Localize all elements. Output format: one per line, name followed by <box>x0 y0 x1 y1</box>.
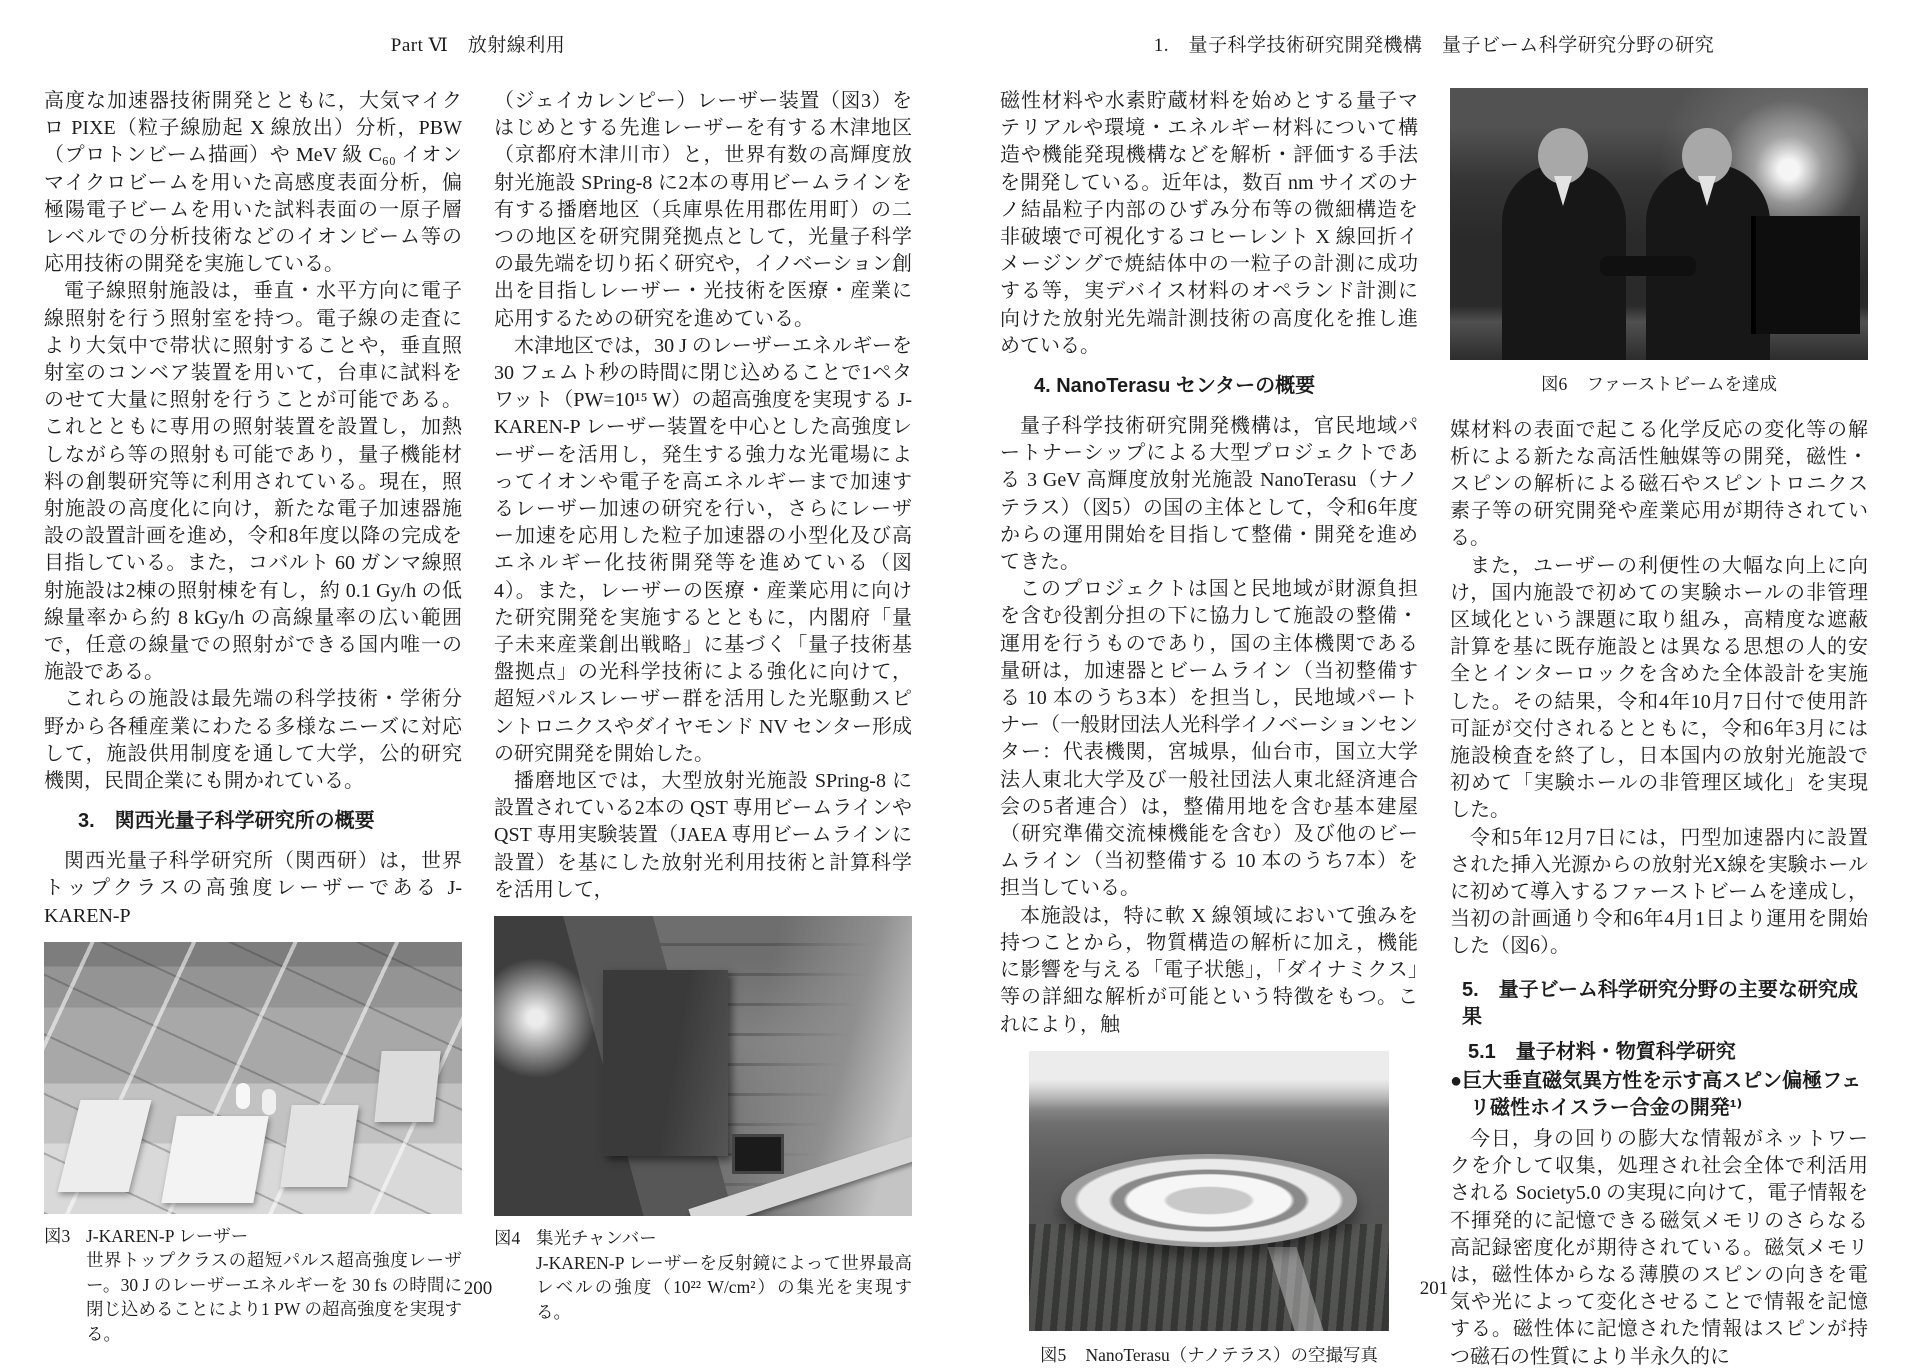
running-header-left: Part Ⅵ 放射線利用 <box>390 35 566 56</box>
topic-heading: ●巨大垂直磁気異方性を示す高スピン偏極フェリ磁性ホイスラー合金の開発¹⁾ <box>1450 1069 1862 1119</box>
figure-5 <box>1000 1051 1418 1368</box>
photo-detail <box>1600 256 1696 276</box>
section-heading-4: 4. NanoTerasu センターの概要 <box>1034 375 1316 398</box>
figure-5-label: 図5 <box>1039 1344 1067 1365</box>
photo-detail <box>58 1100 152 1192</box>
figure-6-photo <box>1450 88 1868 360</box>
figure-4-description: J-KAREN-P レーザーを反射鏡によって世界最高レベルの強度（10²² W/cm²）の集光を実現する。 <box>536 1252 912 1322</box>
page-number-right: 201 <box>1419 1278 1449 1299</box>
photo-detail <box>1682 128 1732 184</box>
paragraph: 高度な加速器技術開発とともに，大気マイクロ PIXE（粒子線励起 X 線放出）分析，PBW（プロトンビーム描画）や MeV 級 C₆₀ イオンマイクロビームを用いた高感度表面分析，偏極陽電子ビームを用いた試料表面の一原子層レベルでの分析技術などのイオンビーム等の応用技術の開発を実施している。 <box>44 90 462 276</box>
photo-detail <box>1538 128 1588 184</box>
photo-detail <box>1698 176 1716 206</box>
photo-detail <box>1554 176 1572 206</box>
photo-detail <box>375 1051 441 1122</box>
running-header-right: 1. 量子科学技術研究開発機構 量子ビーム科学研究分野の研究 <box>1153 35 1715 56</box>
paragraph: 電子線照射施設は，垂直・水平方向に電子線照射を行う照射室を持つ。電子線の走査により大気中で帯状に照射することや，垂直照射室のコンベア装置を用いて，台車に試料をのせて大量に照射を行うことが可能である。これとともに専用の照射装置を設置し，加熱しながら等の照射も可能であり，量子機能材料の創製研究等に利用されている。現在，照射施設の高度化に向け，新たな電子加速器施設の設置計画を進め，令和8年度以降の完成を目指している。また，コバルト 60 ガンマ線照射施設は2棟の照射棟を有し，約 0.1 Gy/h の低線量率から約 8 kGy/h の高線量率の広い範囲で，任意の線量での照射ができる国内唯一の施設である。 <box>44 280 462 684</box>
left-page-column-1 <box>44 88 462 1346</box>
figure-6-label: 図6 <box>1540 374 1568 394</box>
figure-5-caption <box>1000 1343 1418 1368</box>
figure-5-caption-text: NanoTerasu（ナノテラス）の空撮写真 <box>1085 1344 1379 1365</box>
photo-detail <box>732 1134 784 1174</box>
paragraph: 木津地区では，30 J のレーザーエネルギーを 30 フェムト秒の時間に閉じ込めることで1ペタワット（PW=10¹⁵ W）の超高強度を実現する J-KAREN-P レーザー装置を中心とした高強度レーザーを活用し，発生する強力な光電場によってイオンや電子を高エネルギーまで加速するレーザー加速の研究を行い，さらにレーザー加速を応用した粒子加速器の小型化及び高エネルギー化技術開発等を進めている（図4）。また，レーザーの医療・産業応用に向けた研究開発を実施するとともに，内閣府「量子未来産業創出戦略」に基づく「量子技術基盤拠点」の光科学技術による強化に向けて，超短パルスレーザー群を活用した光駆動スピントロニクスやダイヤモンド NV センター形成の研究開発を開始した。 <box>494 334 912 765</box>
paragraph: 播磨地区では，大型放射光施設 SPring-8 に設置されている2本の QST 専用ビームラインや QST 専用実験装置（JAEA 専用ビームラインに設置）を基にした放射光利用技術と計算科学を活用して， <box>494 770 912 901</box>
figure-6-caption-text: ファーストビームを達成 <box>1586 374 1778 394</box>
left-page-column-2 <box>494 88 912 1324</box>
figure-4-caption <box>494 1226 912 1324</box>
photo-detail <box>281 1105 359 1187</box>
photo-detail <box>236 1083 250 1109</box>
paragraph: これらの施設は最先端の科学技術・学術分野から各種産業にわたる多様なニーズに対応して，施設供用制度を通して大学，公的研究機関，民間企業にも開かれている。 <box>44 688 462 793</box>
paragraph: 量子科学技術研究開発機構は，官民地域パートナーシップによる大型プロジェクトである 3 GeV 高輝度放射光施設 NanoTerasu（ナノテラス）（図5）の国の主体として，令和6年度からの運用開始を目指して整備・開発を進めてきた。 <box>1000 415 1418 574</box>
paragraph: （ジェイカレンピー）レーザー装置（図3）をはじめとする先進レーザーを有する木津地区（京都府木津川市）と，世界有数の高輝度放射光施設 SPring-8 に2本の専用ビームラインを有する播磨地区（兵庫県佐用郡佐用町）の二つの地区を研究開発拠点として，光量子科学の最先端を切り拓く研究や，イノベーション創出を目指しレーザー・光技術を医療・産業に応用するための研究を進めている。 <box>494 90 912 330</box>
section-heading-3: 3. 関西光量子科学研究所の概要 <box>78 810 375 833</box>
paragraph: 関西光量子科学研究所（関西研）は，世界トップクラスの高強度レーザーである J-KAREN-P <box>44 850 462 927</box>
right-page-column-1 <box>1000 88 1418 1367</box>
figure-3-label: 図3 <box>44 1225 71 1246</box>
figure-4 <box>494 916 912 1324</box>
section-heading-5: 5. 量子ビーム科学研究分野の主要な研究成果 <box>1462 978 1858 1028</box>
figure-3-title: J-KAREN-P レーザー <box>86 1225 249 1246</box>
photo-detail <box>1061 1154 1356 1246</box>
figure-4-caption-body <box>536 1226 912 1324</box>
paragraph: 媒材料の表面で起こる化学反応の変化等の解析による新たな高活性触媒等の開発，磁性・スピンの解析による磁石やスピントロニクス素子等の研究開発や産業応用が期待されている。 <box>1450 418 1868 550</box>
paragraph: 本施設は，特に軟 X 線領域において強みを持つことから，物質構造の解析に加え，機能に影響を与える「電子状態」，「ダイナミクス」等の詳細な解析が可能という特徴をもつ。これにより，触 <box>1000 904 1418 1036</box>
right-page-column-2 <box>1450 88 1868 1371</box>
figure-3-description: 世界トップクラスの超短パルス超高強度レーザー。30 J のレーザーエネルギーを 30 fs の時間に閉じ込めることにより1 PW の超高強度を実現する。 <box>86 1250 462 1344</box>
paragraph: 磁性材料や水素貯蔵材料を始めとする量子マテリアルや環境・エネルギー材料について構造や機能発現機構などを解析・評価する手法を開発している。近年は，数百 nm サイズのナノ結晶粒子内部のひずみ分布等の微細構造を非破壊で可視化するコヒーレント X 線回折イメージングで焼結体中の一粒子の計測に成功する等，実デバイス材料のオペランド計測に向けた放射光先端計測技術の高度化を推し進めている。 <box>1000 90 1418 357</box>
figure-6-caption <box>1450 372 1868 397</box>
paragraph: このプロジェクトは国と民地域が財源負担を含む役割分担の下に協力して施設の整備・運用を行うものであり，国の主体機関である量研は，加速器とビームライン（当初整備する 10 本のうち3本）を担当し，民地域パートナー（一般財団法人光科学イノベーションセンター：代表機関，宮城県，仙台市，国立大学法人東北大学及び一般社団法人東北経済連合会の5者連合）は，整備用地を含む基本建屋（研究準備交流棟機能を含む）及び他のビームライン（当初整備する 10 本のうち7本）を担当している。 <box>1000 578 1418 900</box>
figure-4-label: 図4 <box>494 1228 521 1249</box>
page-number-left: 200 <box>463 1278 493 1299</box>
figure-6 <box>1450 88 1868 397</box>
paragraph: 今日，身の回りの膨大な情報がネットワークを介して収集，処理され社会全体で利活用される Society5.0 の実現に向けて，電子情報を不揮発的に記憶できる磁気メモリのさらなる高記録密度化が期待されている。磁気メモリは，磁性体からなる薄膜のスピンの向きを電気や光によって変化させることで情報を記憶する。磁性体に記憶された情報はスピンが持つ磁石の性質により半永久的に <box>1450 1127 1868 1368</box>
paragraph: 令和5年12月7日には，円型加速器内に設置された挿入光源からの放射光X線を実験ホールに初めて導入するファーストビームを達成し，当初の計画通り令和6年4月1日より運用を開始した（図6）。 <box>1450 826 1868 958</box>
figure-4-photo <box>494 916 912 1216</box>
photo-detail <box>1751 216 1860 334</box>
section-heading-5-1: 5.1 量子材料・物質科学研究 <box>1468 1040 1736 1063</box>
figure-4-title: 集光チャンバー <box>536 1228 657 1249</box>
figure-3-photo <box>44 942 462 1214</box>
paragraph: また，ユーザーの利便性の大幅な向上に向け，国内施設で初めての実験ホールの非管理区域化という課題に取り組み，高精度な遮蔽計算を基に既存施設とは異なる思想の人的安全とインターロックを含めた全体設計を実施した。その結果，令和4年10月7日付で使用許可証が交付されるとともに，令和6年3月には施設検査を終了し，日本国内の放射光施設で初めて「実験ホールの非管理区域化」を実現した。 <box>1450 554 1868 822</box>
photo-detail <box>162 1116 269 1203</box>
photo-detail <box>603 970 728 1156</box>
